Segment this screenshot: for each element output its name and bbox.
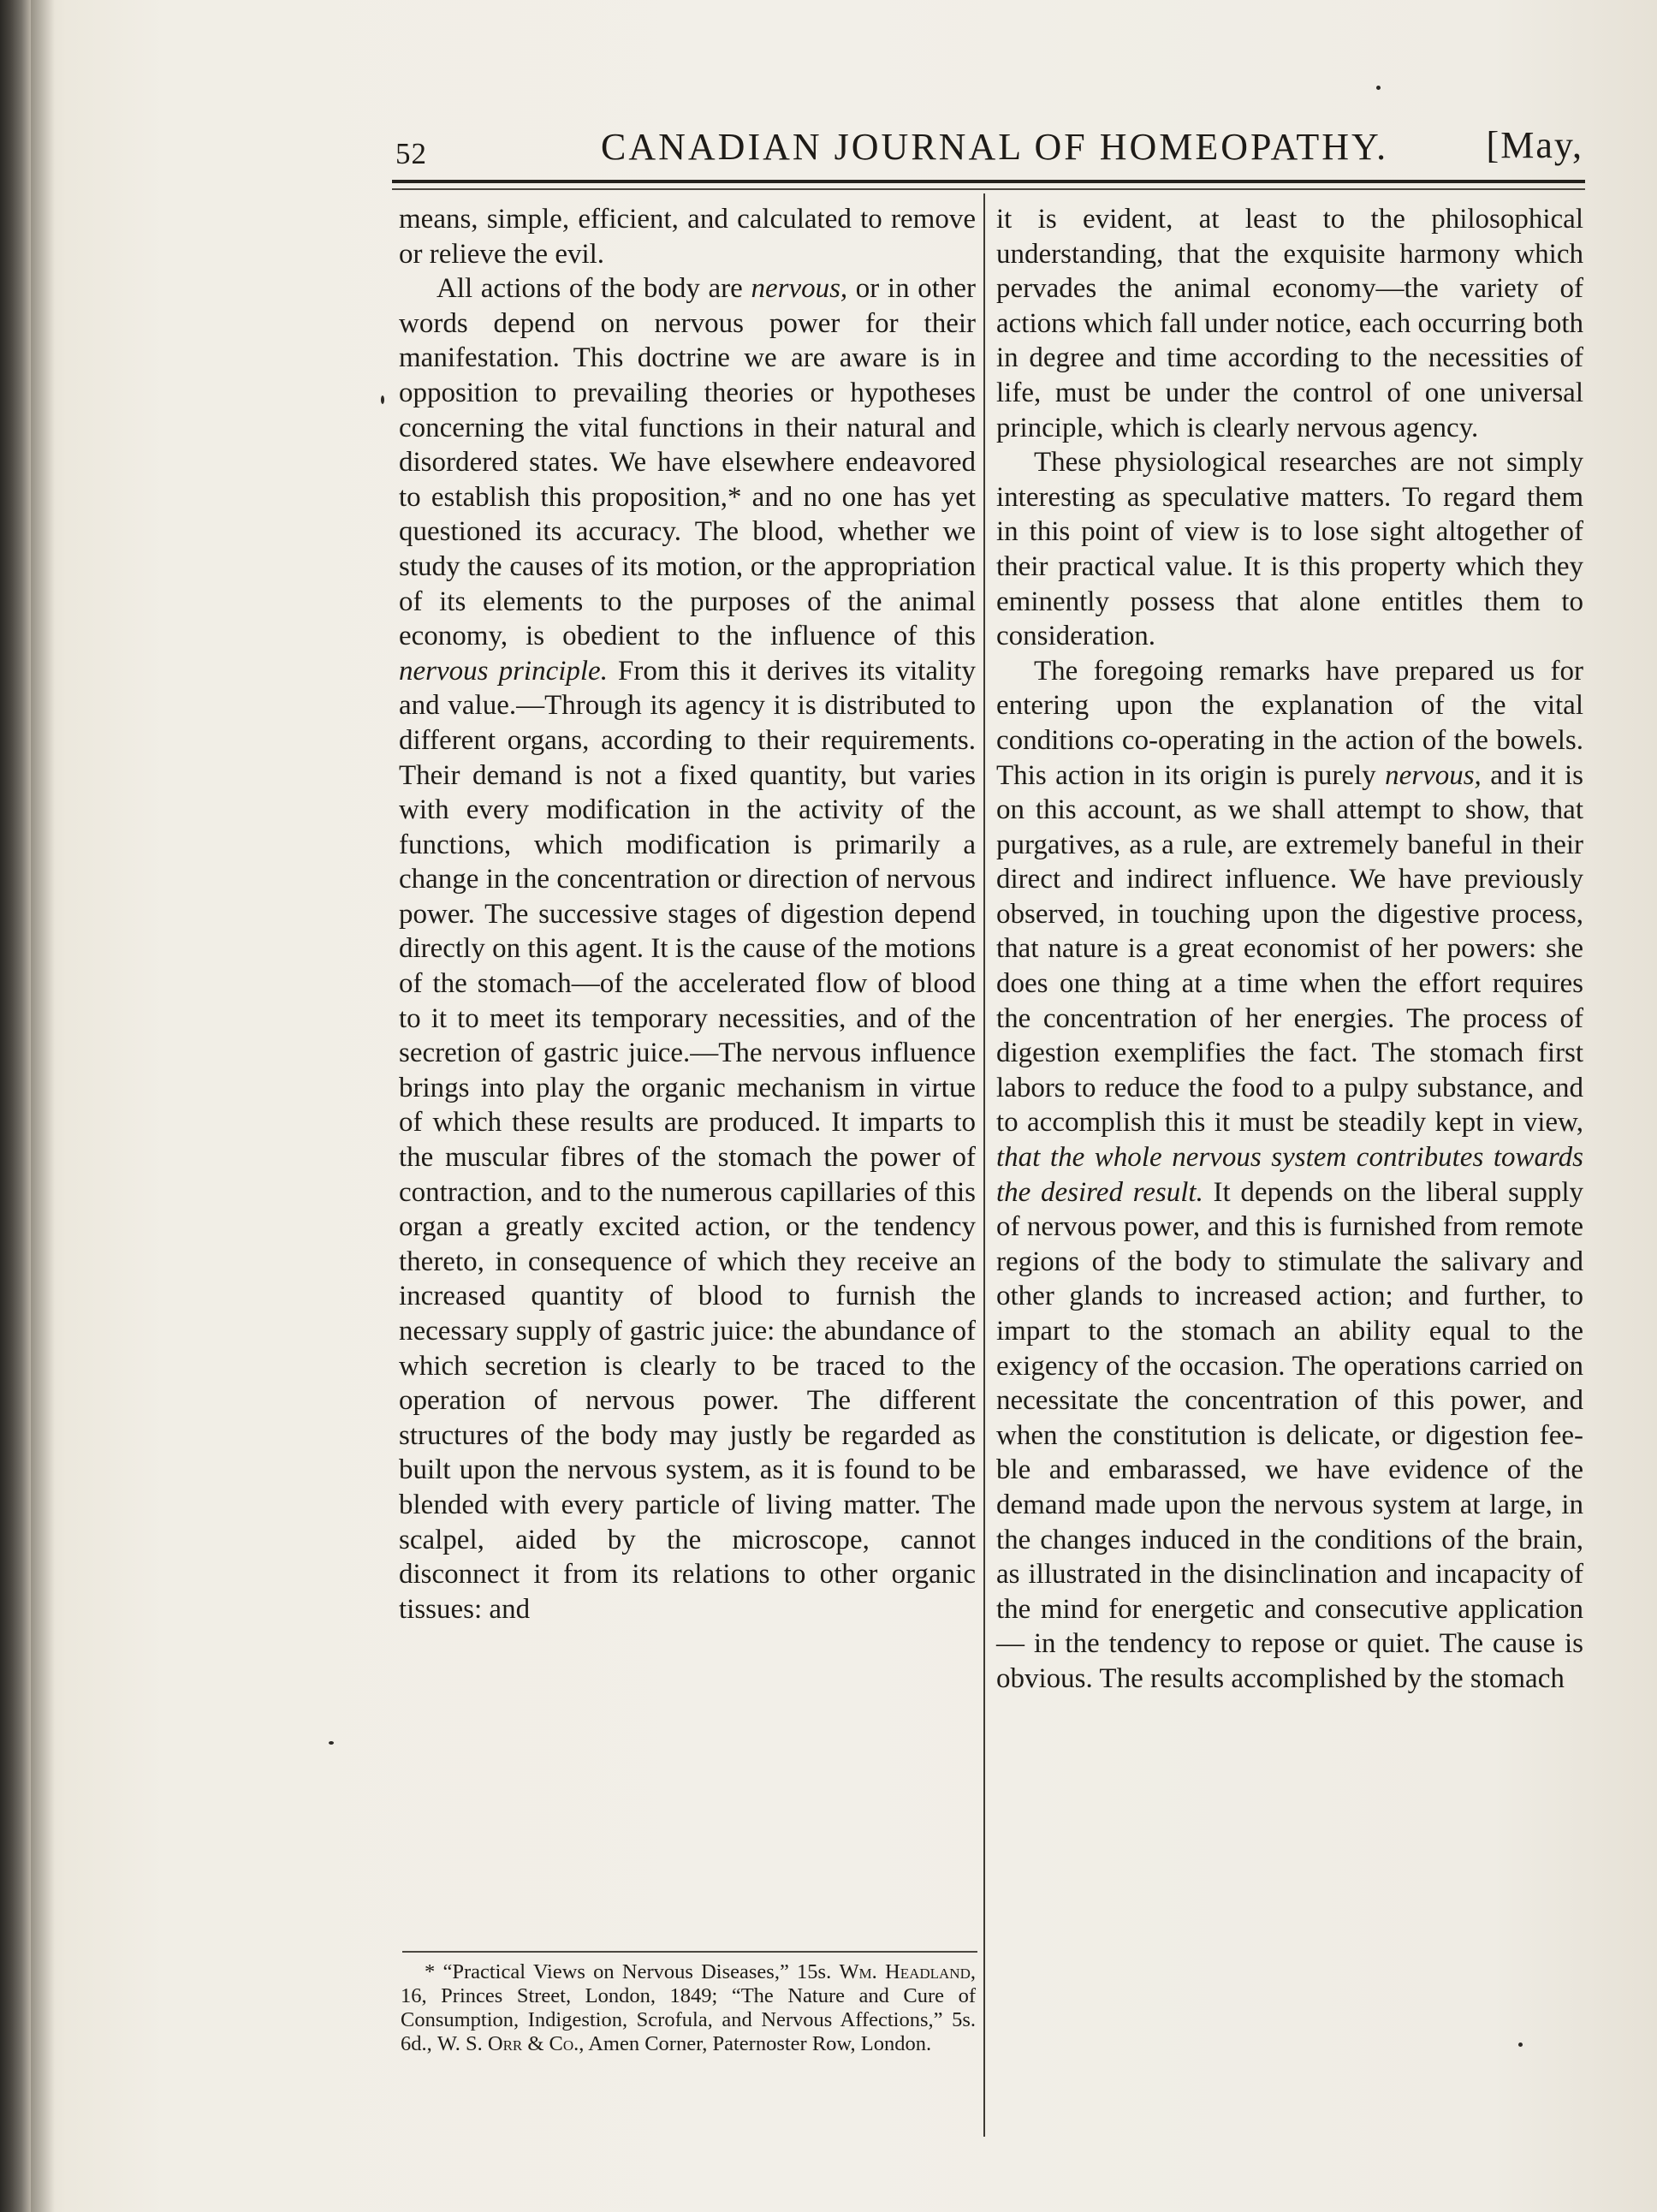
right-p3-italic-2: that the whole nervous system contributes towards the desired result.	[996, 1142, 1583, 1208]
running-header	[395, 115, 1583, 175]
paper-speck	[329, 1741, 334, 1745]
footnote-publisher-2: W. S. Orr & Co.,	[437, 2032, 585, 2055]
running-title: CANADIAN JOURNAL OF HOMEOPATHY.	[601, 126, 1389, 168]
header-rule-thin	[392, 188, 1585, 190]
right-column	[996, 202, 1583, 2171]
right-p3-start: The foregoing remarks have prepared us for entering upon the explanation of the vital conditions co-operating in the action of the bowels. This action in its origin is purely	[996, 655, 1583, 791]
column-divider	[983, 193, 985, 2137]
paper-speck	[1376, 86, 1381, 90]
left-p2-middle: or in other words depend on nervous power for their manifestation. This doctrine we are aware is in opposition to prevailing theories or hypotheses concerning the vital functions in their natural and disordered states. We have elsewhere endeavored to establish this proposition,* and no one has yet questioned its accuracy. The blood, whether we study the causes of its motion, or the appropriation of its elements to the purposes of the animal economy, is obedient to the influence of this	[399, 273, 977, 652]
footnote-part-2: 16, Princes Street, London, 1849; “The Nature and Cure of Consumption, Indigestion, Scrofula, and Nervous Affections,” 5s. 6d.,	[401, 1984, 976, 2055]
footnote-rule	[402, 1951, 977, 1953]
right-p3-end: It depends on the liberal supply of nervous power, and this is furnished from remote regions of the body to stimulate the salivary and other glands to increased action; and further, to impart to the stomach an ability equal to the exigency of the occasion. The operations carried on necessitate the concentration of this power, and when the constitution is delicate, or digestion feeble and embarassed, we have evidence of the demand made upon the nervous system at large, in the changes induced in the conditions of the brain, as illustrated in the disinclination and incapacity of the mind for energetic and consecutive application — in the tendency to repose or quiet. The cause is obvious. The results accomplished by the stomach	[996, 1176, 1583, 1694]
binding-shadow	[31, 0, 55, 2212]
footnote-publisher-1: Wm. Headland,	[839, 1960, 976, 1983]
right-p3-italic-1: nervous,	[1385, 759, 1482, 791]
left-p2-end: From this it derives its vitality and value.—Through its agency it is distributed to different organs, according to their requirements. Their demand is not a fixed quantity, but varies with every modification in the activity of the functions, which modification is primarily a change in the concentration or direction of nervous power. The successive stages of digestion depend directly on this agent. It is the cause of the motions of the stomach—of the accelerated flow of blood to it to meet its temporary necessities, and of the secretion of gastric juice.—The nervous influence brings into play the organic mechanism in virtue of which these results are produced. It imparts to the muscular fibres of the stomach the power of contraction, and to the numerous capillaries of this organ a greatly excited action, or the tendency thereto, in consequence of which they receive an increased quantity of blood to furnish the necessary supply of gastric juice: the abundance of which secretion is clearly to be traced to the operation of nervous power. The different structures of the body may justly be regarded as built upon the nervous system, as it is found to be blended with every particle of living matter. The scalpel, aided by the microscope, cannot disconnect it from its relations to other organic tissues: and	[399, 655, 976, 1625]
right-paragraph-2: These physiological researches are not simply interesting as speculative matters. To regard them in this point of view is to lose sight altogether of their practical value. It is this property which they eminently possess that alone entitles them to consideration.	[996, 447, 1583, 652]
footnote-part-1: * “Practical Views on Nervous Diseases,” 15s.	[425, 1960, 832, 1983]
footnote	[401, 1960, 976, 2056]
page-number: 52	[395, 137, 427, 170]
header-rule	[392, 180, 1585, 183]
left-p2-start: All actions of the body are	[437, 273, 751, 305]
footnote-part-3: Amen Corner, Paternoster Row, London.	[584, 2032, 932, 2055]
left-p2-italic-1: nervous,	[751, 273, 848, 305]
book-binding	[0, 0, 31, 2212]
right-paragraph-3	[996, 654, 1583, 1697]
right-p3-middle: and it is on this account, as we shall attempt to show, that purgatives, as a rule, are extremely baneful in their direct and indirect influence. We have previously observed, in touching upon the digestive process, that nature is a great economist of her powers: she does one thing at a time when the effort requires the concentration of her energies. The process of digestion exemplifies the fact. The stomach first labors to reduce the food to a pulpy substance, and to accomplish this it must be steadily kept in view,	[996, 759, 1583, 1139]
right-paragraph-1: it is evident, at least to the philosophical understanding, that the exquisite harmony which pervades the animal economy—the variety of actions which fall under notice, each occurring both in degree and time according to the necessities of life, must be under the control of one universal principle, which is clearly nervous agency.	[996, 204, 1583, 443]
left-paragraph-2	[399, 271, 976, 1626]
left-p2-italic-2: nervous principle.	[399, 655, 608, 687]
paper-speck	[1518, 2043, 1523, 2047]
paper-speck	[381, 395, 384, 404]
left-paragraph-1: means, simple, efficient, and calculated to remove or relieve the evil.	[399, 204, 976, 270]
running-month: [May,	[1486, 124, 1583, 166]
left-column	[399, 202, 976, 1948]
